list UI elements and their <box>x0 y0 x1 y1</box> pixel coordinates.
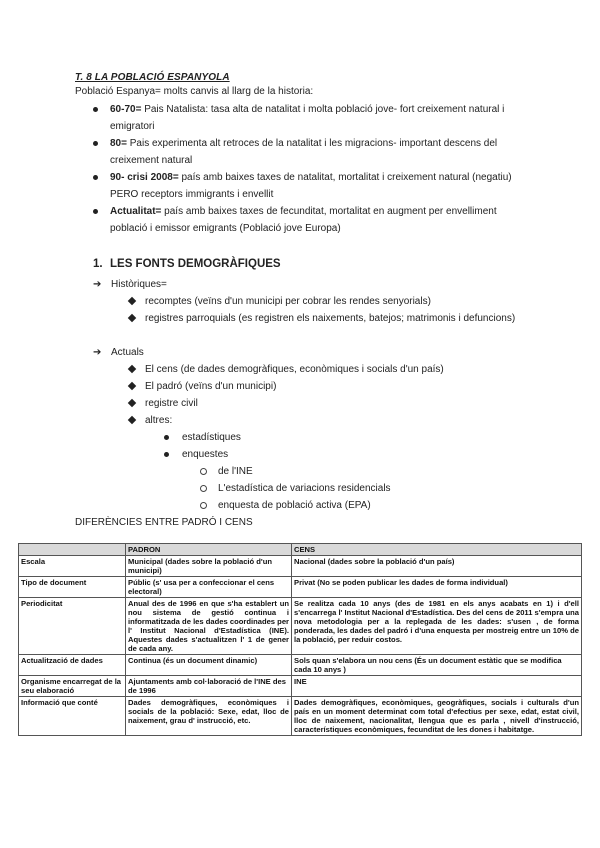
row-label: Escala <box>19 556 126 577</box>
bullet-icon <box>164 435 169 440</box>
row-label: Informació que conté <box>19 697 126 736</box>
row-label: Actualització de dades <box>19 655 126 676</box>
table-header-cell: PADRON <box>126 544 292 556</box>
circle-bullet-icon <box>200 468 207 475</box>
padron-cell: Públic (s' usa per a confeccionar el cens electoral) <box>126 577 292 598</box>
cens-cell: Privat (No se poden publicar les dades de forma individual) <box>292 577 582 598</box>
historiques-list <box>129 293 529 327</box>
cens-cell: INE <box>292 676 582 697</box>
list-item <box>200 463 500 480</box>
section-title: LES FONTS DEMOGRÀFIQUES <box>110 258 281 270</box>
period-text: país amb baixes taxes de natalitat, mortalitat i creixement natural (negatiu) PERO receptors immigrants i envellit <box>110 172 512 200</box>
diamond-bullet-icon <box>128 416 136 424</box>
comparison-title: DIFERÈNCIES ENTRE PADRÓ I CENS <box>75 517 253 528</box>
list-item-text: El padró (veïns d'un municipi) <box>145 381 277 392</box>
actuals-list <box>129 361 529 429</box>
list-item-text: El cens (de dades demogràfiques, econòmiques i socials d'un país) <box>145 364 444 375</box>
list-item-text: altres: <box>145 415 173 426</box>
circle-bullet-icon <box>200 502 207 509</box>
diamond-bullet-icon <box>128 297 136 305</box>
list-item <box>129 412 529 429</box>
diamond-bullet-icon <box>128 399 136 407</box>
list-item-text: registre civil <box>145 398 198 409</box>
list-item-text: enquesta de població activa (EPA) <box>218 500 371 511</box>
arrow-right-icon: ➔ <box>93 279 102 290</box>
list-item <box>129 310 529 327</box>
circle-bullet-icon <box>200 485 207 492</box>
period-text: Pais Natalista: tasa alta de natalitat i molta població jove- fort creixement natural i emigratori <box>110 104 505 132</box>
period-text: país amb baixes taxes de fecunditat, mortalitat en augment per envelliment població i emissor emigrants (Població jove Europa) <box>110 206 497 234</box>
cens-cell: Dades demogràfiques, econòmiques, geogràfiques, socials i culturals d'un país en un moment determinat com total d'efectius per sexe, edat, estat civil, lloc de naixement, nacionalitat, llengua que es parla , nivell d'instrucció, característiques econòmiques, fecunditat de les dones i habitatge. <box>292 697 582 736</box>
list-item <box>200 480 500 497</box>
bullet-icon <box>93 141 98 146</box>
actuals-label: Actuals <box>111 347 144 358</box>
list-item-text: enquestes <box>182 449 229 460</box>
padron-cell: Anual des de 1996 en que s'ha establert un nou sistema de gestió continua i informatitzada de les dades coordinades per l' Institut Nacional d'Estadística (INE). Aquestes dades s'actualitzen l' 1 de gener de cada any. <box>126 598 292 655</box>
padron-cell: Continua (és un document dinamic) <box>126 655 292 676</box>
table-header-cell <box>19 544 126 556</box>
bullet-icon <box>93 209 98 214</box>
list-item <box>129 361 529 378</box>
list-item-text: de l'INE <box>218 466 253 477</box>
comparison-table <box>18 543 582 736</box>
historiques-label-row <box>93 279 167 290</box>
list-item <box>164 446 464 463</box>
list-item <box>93 203 533 237</box>
list-item-text: L'estadística de variacions residencials <box>218 483 391 494</box>
table-header-row <box>19 544 582 556</box>
bullet-icon <box>164 452 169 457</box>
table-header-cell: CENS <box>292 544 582 556</box>
page-title: T. 8 LA POBLACIÓ ESPANYOLA <box>75 72 230 83</box>
altres-list <box>164 429 464 463</box>
section-number: 1. <box>93 258 103 270</box>
diamond-bullet-icon <box>128 365 136 373</box>
list-item-text: registres parroquials (es registren els naixements, batejos; matrimonis i defuncions) <box>145 313 516 324</box>
list-item-text: estadístiques <box>182 432 241 443</box>
comparison-table-wrapper <box>18 543 581 736</box>
period-list <box>93 101 533 237</box>
padron-cell: Dades demogràfiques, econòmiques i socials de la població: Sexe, edat, lloc de naixement, grau d' instrucció, etc. <box>126 697 292 736</box>
padron-cell: Municipal (dades sobre la població d'un municipi) <box>126 556 292 577</box>
list-item <box>129 293 529 310</box>
cens-cell: Nacional (dades sobre la població d'un país) <box>292 556 582 577</box>
table-row <box>19 577 582 598</box>
period-label: Actualitat= <box>110 206 162 217</box>
bullet-icon <box>93 107 98 112</box>
period-text: Pais experimenta alt retroces de la natalitat i les migracions- important descens del creixement natural <box>110 138 498 166</box>
period-label: 80= <box>110 138 127 149</box>
period-label: 60-70= <box>110 104 142 115</box>
table-row <box>19 655 582 676</box>
diamond-bullet-icon <box>128 382 136 390</box>
padron-cell: Ajuntaments amb col·laboració de l'INE des de 1996 <box>126 676 292 697</box>
list-item <box>93 101 533 135</box>
list-item <box>129 395 529 412</box>
table-row <box>19 556 582 577</box>
list-item <box>164 429 464 446</box>
cens-cell: Se realitza cada 10 anys (des de 1981 en els anys acabats en 1) i d'ell s'encarrega l' Institut Nacional d'Estadística. Des del cens de 2011 s'empra una nova metodologia per a la replegada de les dades: s'usen , de forma ponderada, les dades del padró i d'una enquesta per mostreig entre un 10% de la població, per reduir costos. <box>292 598 582 655</box>
period-label: 90- crisi 2008= <box>110 172 179 183</box>
list-item <box>93 135 533 169</box>
list-item <box>129 378 529 395</box>
section-heading <box>93 258 281 270</box>
actuals-label-row <box>93 347 144 358</box>
list-item <box>200 497 500 514</box>
bullet-icon <box>93 175 98 180</box>
cens-cell: Sols quan s'elabora un nou cens (És un document estàtic que se modifica cada 10 anys ) <box>292 655 582 676</box>
enquestes-list <box>200 463 500 514</box>
table-row <box>19 676 582 697</box>
arrow-right-icon: ➔ <box>93 347 102 358</box>
row-label: Periodicitat <box>19 598 126 655</box>
historiques-label: Històriques= <box>111 279 167 290</box>
list-item <box>93 169 533 203</box>
row-label: Tipo de document <box>19 577 126 598</box>
row-label: Organisme encarregat de la seu elaboració <box>19 676 126 697</box>
list-item-text: recomptes (veïns d'un municipi per cobrar les rendes senyorials) <box>145 296 431 307</box>
table-row <box>19 697 582 736</box>
diamond-bullet-icon <box>128 314 136 322</box>
intro-text: Població Espanya= molts canvis al llarg de la historia: <box>75 86 314 97</box>
table-row <box>19 598 582 655</box>
